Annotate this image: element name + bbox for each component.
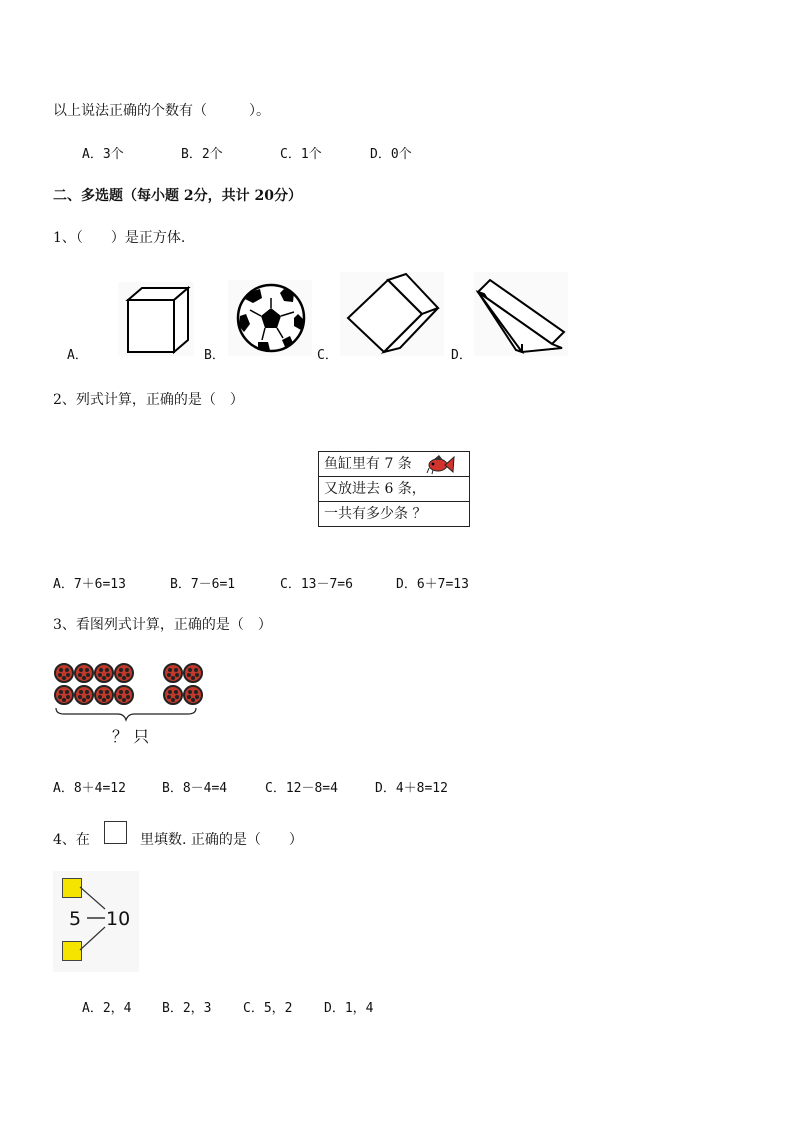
q0-option-d[interactable]: D．0个: [370, 147, 412, 162]
intro-line: 以上说法正确的个数有（ ）。: [53, 103, 270, 119]
q4-diagram: [53, 871, 139, 972]
q2-option-b[interactable]: B．7－6=1: [170, 577, 236, 592]
q2-story-line-3: 一共有多少条 ？: [324, 506, 427, 522]
q1-option-c-label[interactable]: C．: [317, 348, 338, 363]
q3-option-a-text: 8＋4=12: [73, 781, 126, 796]
ladybug-icon: [184, 686, 202, 704]
q3-option-d[interactable]: [375, 777, 448, 796]
q4-option-c-letter: C．: [243, 1001, 264, 1016]
cube-image: [118, 282, 194, 356]
q2-option-a[interactable]: A．7＋6=13: [53, 577, 126, 592]
q4-stem-before: 4、在: [53, 832, 90, 848]
q4-option-b-text: 2，3: [182, 1001, 212, 1016]
q0-option-b[interactable]: B．2个: [181, 147, 223, 162]
q2-story-box: [318, 451, 470, 527]
q1-option-d-label[interactable]: D．: [451, 348, 472, 363]
q0-option-c[interactable]: C．1个: [280, 147, 322, 162]
diagram-number-left: 5: [69, 908, 82, 930]
q4-option-d-letter: D．: [324, 1001, 345, 1016]
q3-stem: 3、看图列式计算，正确的是（ ）: [53, 617, 272, 633]
cuboid-image: [474, 272, 568, 356]
q4-option-a-text: 2，4: [102, 1001, 132, 1016]
q3-option-a-letter: A．: [53, 781, 74, 796]
q2-story-line-2: 又放进去 6 条，: [319, 477, 469, 502]
q3-option-c-letter: C．: [265, 781, 286, 796]
ladybug-icon: [75, 686, 93, 704]
q3-option-c[interactable]: [265, 777, 338, 796]
diagram-number-right: 10: [106, 908, 131, 930]
ladybug-icon: [55, 664, 73, 682]
q4-option-b-letter: B．: [162, 1001, 183, 1016]
q3-option-d-text: 4＋8=12: [395, 781, 448, 796]
q4-option-c[interactable]: [243, 997, 292, 1016]
ladybug-icon: [95, 686, 113, 704]
ladybug-icon: [184, 664, 202, 682]
q2-option-c[interactable]: C．13－7=6: [280, 577, 353, 592]
q2-stem: 2、列式计算，正确的是（ ）: [53, 392, 244, 408]
empty-box-icon: [104, 821, 127, 844]
section-title: 二、多选题（每小题 2分，共计 20分）: [53, 188, 302, 204]
q4-stem-after: 里填数. 正确的是（ ）: [140, 832, 303, 848]
q2-option-d[interactable]: D．6＋7=13: [396, 577, 469, 592]
q3-option-c-text: 12－8=4: [285, 781, 338, 796]
q4-option-d[interactable]: [324, 997, 373, 1016]
q2-story-text-1: 鱼缸里有 7 条: [324, 456, 412, 472]
q3-option-b-letter: B．: [162, 781, 183, 796]
q3-option-b[interactable]: [162, 777, 227, 796]
q3-caption: ？ 只: [112, 727, 150, 746]
q4-option-d-text: 1，4: [344, 1001, 374, 1016]
q3-option-d-letter: D．: [375, 781, 396, 796]
ladybug-icon: [115, 664, 133, 682]
ladybug-icon: [164, 686, 182, 704]
q3-option-a[interactable]: [53, 777, 126, 796]
q3-option-b-text: 8－4=4: [182, 781, 228, 796]
brace: [56, 708, 196, 720]
q2-story-line-1: [319, 452, 469, 477]
tilted-cube-image: [340, 272, 444, 356]
ladybug-icon: [95, 664, 113, 682]
ladybug-icon: [164, 664, 182, 682]
q4-option-c-text: 5，2: [263, 1001, 293, 1016]
ladybug-icon: [55, 686, 73, 704]
q1-option-a-label[interactable]: A．: [67, 348, 88, 363]
soccer-ball-image: [228, 280, 312, 356]
ladybug-picture: [52, 660, 212, 722]
q1-stem: 1、（ ）是正方体.: [53, 230, 186, 246]
q1-option-b-label[interactable]: B．: [204, 348, 225, 363]
ladybug-icon: [115, 686, 133, 704]
q4-option-b[interactable]: [162, 997, 211, 1016]
ladybug-icon: [75, 664, 93, 682]
q0-option-a[interactable]: A．3个: [82, 147, 124, 162]
q4-option-a[interactable]: [82, 997, 131, 1016]
fish-icon: [425, 454, 455, 474]
q4-option-a-letter: A．: [82, 1001, 103, 1016]
